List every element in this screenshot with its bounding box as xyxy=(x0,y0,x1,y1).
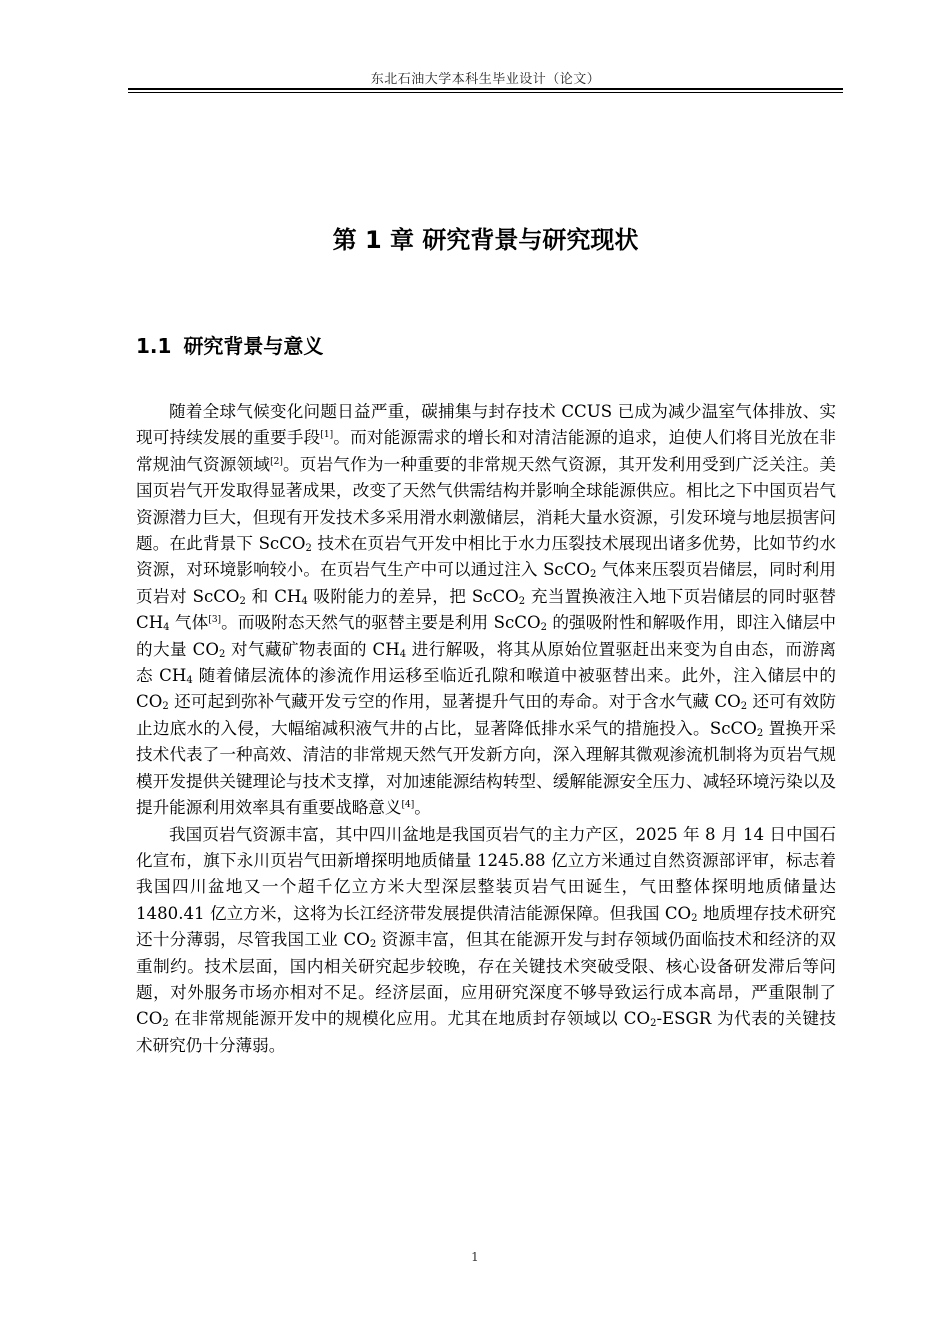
subscript: 2 xyxy=(691,912,698,924)
text-run: 还可有效防止边底水的入侵，大幅缩减积液气井的占比，显著降低排水采气的措施投入。ScCO xyxy=(136,692,836,738)
subscript: 4 xyxy=(163,622,170,634)
citation-mark: [2] xyxy=(270,456,283,467)
text-run: 进行解吸，将其从原始位置驱赶出来变为自由态，而游离态 CH xyxy=(136,639,837,686)
text-run: 对气藏矿物表面的 CH xyxy=(225,639,400,659)
text-run: 和 CH xyxy=(245,586,302,606)
subscript: 2 xyxy=(756,727,764,739)
text-run: 资源丰富，但其在能源开发与封存领域仍面临技术和经济的双重制约。技术层面，国内相关研究起步较晚，存在关键技术突破受限、核心设备研发滞后等问题，对外服务市场亦相对不足。经济层面，应用研究深度不够导致运行成本高昂，严重限制了 CO xyxy=(136,930,836,1029)
section-number: 1.1 xyxy=(136,334,172,358)
subscript: 4 xyxy=(301,595,308,607)
page-number: 1 xyxy=(471,1250,479,1264)
citation-mark: [1] xyxy=(320,430,334,441)
subscript: 4 xyxy=(186,675,193,687)
header-rule-thick xyxy=(128,88,843,90)
subscript: 2 xyxy=(540,622,547,634)
text-run: 置换开采技术代表了一种高效、清洁的非常规天然气开发新方向，深入理解其微观渗流机制将为页岩气规模开发提供关键理论与技术支撑，对加速能源结构转型、缓解能源安全压力、减轻环境污染以及提升能源利用效率具有重要战略意义 xyxy=(136,718,836,818)
text-run: 在非常规能源开发中的规模化应用。尤其在地质封存领域以 CO xyxy=(168,1009,651,1029)
subscript: 2 xyxy=(518,595,526,607)
running-header: 东北石油大学本科生毕业设计（论文） xyxy=(370,72,601,87)
text-run: 。而对能源需求的增长和对清洁能源的追求，迫使人们将目光放在非常规油气资源领域 xyxy=(136,428,837,474)
subscript: 2 xyxy=(162,701,169,713)
text-run: -ESGR 为代表的关键技术研究仍十分薄弱。 xyxy=(136,1009,836,1055)
subscript: 4 xyxy=(399,648,407,660)
text-run: 我国页岩气资源丰富，其中四川盆地是我国页岩气的主力产区，2025 年 8 月 14 日中国石化宣布，旗下永川页岩气田新增探明地质储量 1245.88 亿立方米通过自然资源部评审，标志着我国四川盆地又一个超千亿立方米大型深层整装页岩气田诞生，气田整体探明地质储量达 1480.41 亿立方米，这将为长江经济带发展提供清洁能源保障。但我国 CO xyxy=(136,824,836,923)
text-run: 还可起到弥补气藏开发亏空的作用，显著提升气田的寿命。对于含水气藏 CO xyxy=(168,692,741,712)
subscript: 2 xyxy=(162,1018,169,1030)
text-run: 地质埋存技术研究还十分薄弱，尽管我国工业 CO xyxy=(136,903,836,950)
subscript: 2 xyxy=(740,701,748,713)
subscript: 2 xyxy=(218,648,226,660)
paragraph-2 xyxy=(136,822,836,1060)
citation-mark: [3] xyxy=(208,615,222,626)
subscript: 2 xyxy=(650,1018,657,1030)
text-run: 。 xyxy=(414,798,431,818)
text-run: 气体 xyxy=(169,613,209,633)
text-run: 充当置换液注入地下页岩储层的同时驱替 CH xyxy=(136,586,836,633)
text-run: 。而吸附态天然气的驱替主要是利用 ScCO xyxy=(221,613,541,633)
text-run: 气体来压裂页岩储层，同时利用页岩对 ScCO xyxy=(136,560,836,606)
chapter-title: 第 1 章 研究背景与研究现状 xyxy=(332,226,639,254)
subscript: 2 xyxy=(305,543,312,555)
text-run: 的强吸附性和解吸作用，即注入储层中的大量 CO xyxy=(136,613,836,659)
header-rule-thin xyxy=(128,92,843,93)
text-run: 。页岩气作为一种重要的非常规天然气资源，其开发利用受到广泛关注。美国页岩气开发取得显著成果，改变了天然气供需结构并影响全球能源供应。相比之下中国页岩气资源潜力巨大，但现有开发技术多采用滑水刺激储层，消耗大量水资源，引发环境与地层损害问题。在此背景下 ScCO xyxy=(136,454,837,554)
text-run: 随着全球气候变化问题日益严重，碳捕集与封存技术 CCUS 已成为减少温室气体排放、实现可持续发展的重要手段 xyxy=(136,402,836,448)
section-title: 研究背景与意义 xyxy=(183,334,324,358)
citation-mark: [4] xyxy=(401,800,415,811)
text-run: 吸附能力的差异，把 ScCO xyxy=(307,586,519,606)
text-run: 技术在页岩气开发中相比于水力压裂技术展现出诸多优势，比如节约水资源，对环境影响较小。在页岩气生产中可以通过注入 ScCO xyxy=(136,534,836,580)
section-heading xyxy=(136,330,323,359)
subscript: 2 xyxy=(369,939,377,951)
body-text xyxy=(136,399,836,1059)
text-run: 随着储层流体的渗流作用运移至临近孔隙和喉道中被驱替出来。此外，注入储层中的 CO xyxy=(136,666,836,712)
paragraph-1 xyxy=(136,399,836,822)
subscript: 2 xyxy=(239,595,246,607)
subscript: 2 xyxy=(590,569,597,581)
